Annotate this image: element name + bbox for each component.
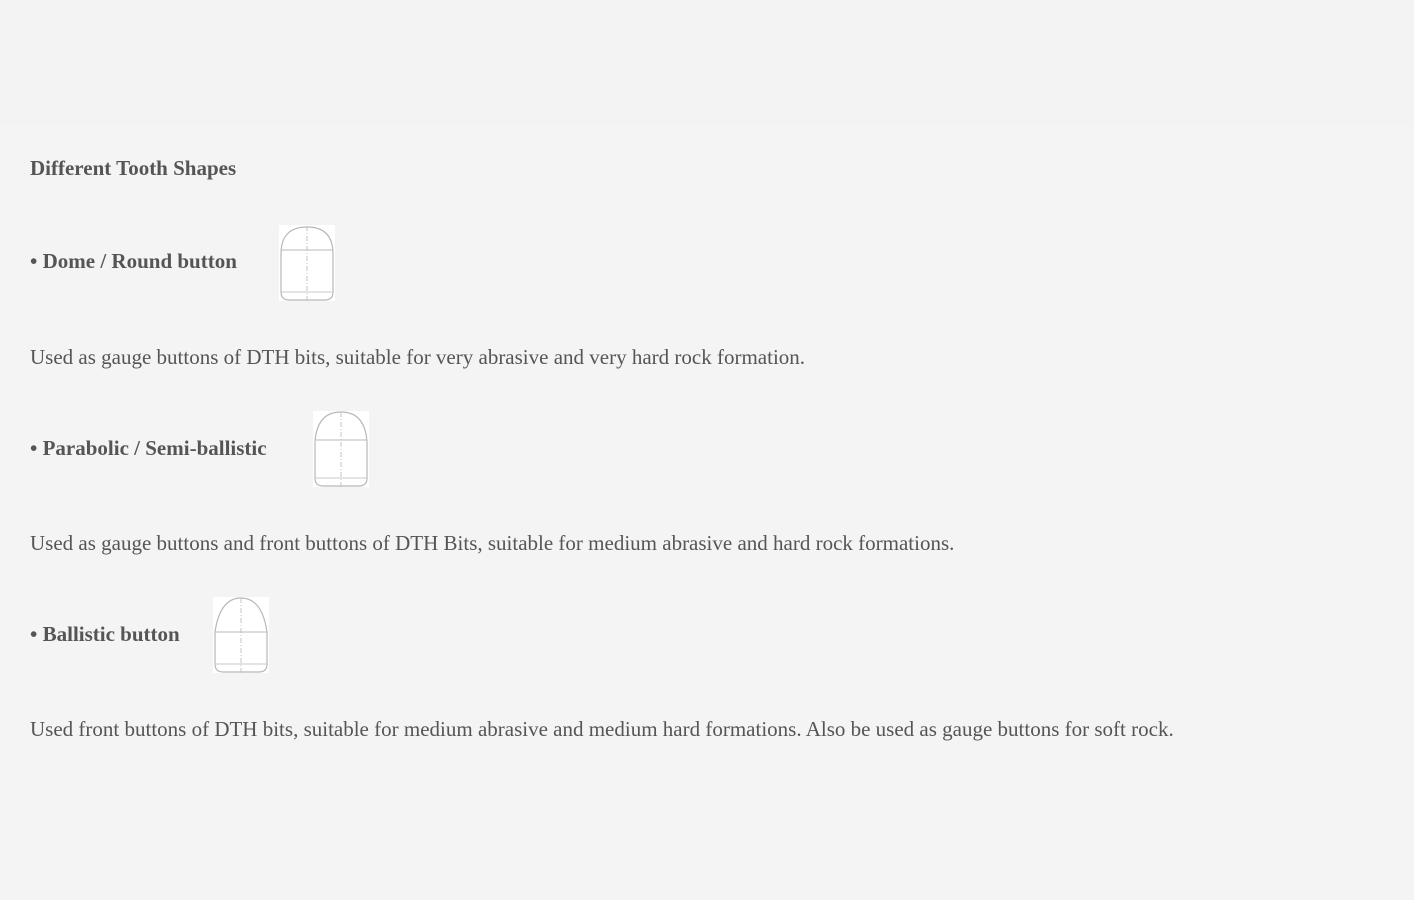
shape-description-parabolic: Used as gauge buttons and front buttons of DTH Bits, suitable for medium abrasive and hard rock formations. bbox=[30, 531, 955, 555]
parabolic-button-icon bbox=[312, 410, 370, 488]
shape-title-ballistic: • Ballistic button bbox=[30, 622, 180, 646]
section-heading: Different Tooth Shapes bbox=[30, 156, 237, 180]
ballistic-button-icon bbox=[212, 596, 270, 674]
shape-description-ballistic: Used front buttons of DTH bits, suitable for medium abrasive and medium hard formations. Also be used as gauge buttons for soft rock. bbox=[30, 717, 1174, 741]
shape-title-dome: • Dome / Round button bbox=[30, 249, 237, 273]
shape-description-dome: Used as gauge buttons of DTH bits, suitable for very abrasive and very hard rock formation. bbox=[30, 345, 806, 369]
dome-button-icon bbox=[278, 224, 336, 302]
shape-title-parabolic: • Parabolic / Semi-ballistic bbox=[30, 436, 267, 460]
